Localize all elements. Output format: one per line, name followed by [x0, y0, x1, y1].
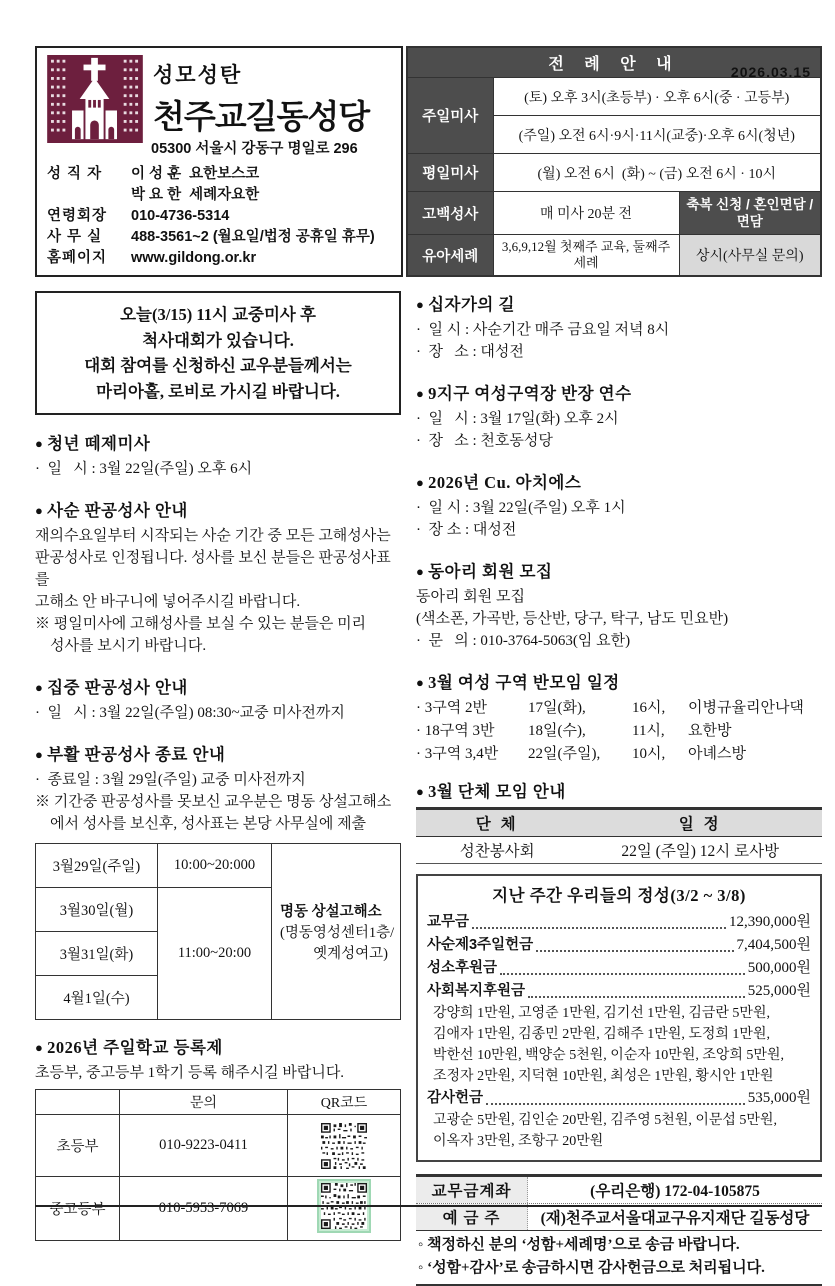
conf-time: 11:00~20:00 — [158, 888, 272, 1020]
church-address: 05300 서울시 강동구 명일로 296 — [151, 141, 358, 157]
section-women-meeting — [416, 669, 822, 766]
right-column — [416, 291, 822, 1286]
section-title: ● 부활 판공성사 종료 안내 — [35, 741, 401, 765]
section-lent-confession — [35, 497, 401, 657]
dotted-leader — [536, 950, 733, 952]
donation-label: 사회복지후원금 — [427, 983, 526, 999]
donor-line: 강양희 1만원, 고영준 1만원, 김기선 1만원, 김금란 5만원, — [433, 1006, 770, 1021]
announcement-line: 척사대회가 있습니다. — [142, 330, 294, 350]
contact-label — [47, 185, 131, 206]
account-info — [416, 1174, 822, 1286]
section-intensive-confession — [35, 674, 401, 724]
section-way-of-cross — [416, 291, 822, 363]
conf-place-detail: 옛계성여고) — [313, 946, 388, 963]
liturgy-table — [406, 46, 822, 277]
detail-line: · 문 의 : 010-3764-5063(임 요한) — [416, 633, 631, 649]
meeting-row — [416, 697, 822, 720]
conf-place — [272, 844, 401, 1020]
liturgy-cell: (월) 오전 6시 (화) ~ (금) 오전 6시 · 10시 — [493, 154, 821, 192]
donor-line: 이옥자 3만원, 조항구 20만원 — [433, 1134, 604, 1149]
meeting-place: 이병규율리안나댁 — [688, 700, 804, 716]
myeongdong-confession-table — [35, 843, 401, 1020]
qr-code-elementary — [321, 1123, 367, 1169]
section-title: ● 3월 단체 모임 안내 — [416, 778, 822, 802]
school-name: 중고등부 — [36, 1177, 120, 1241]
church-subtitle: 성모성탄 — [153, 64, 243, 87]
left-column — [35, 291, 401, 1286]
contact-value: 박 요 한 세례자요한 — [131, 187, 260, 203]
detail-line: · 일 시 : 3월 17일(화) 오후 2시 — [416, 411, 619, 427]
donation-label: 교무금 — [427, 914, 470, 930]
section-title: ● 집중 판공성사 안내 — [35, 674, 401, 698]
section-club-recruit — [416, 558, 822, 652]
donation-entry — [427, 957, 811, 980]
contact-value: 488-3561~2 (월요일/법정 공휴일 휴무) — [131, 229, 375, 245]
group-col-header: 일 정 — [578, 809, 822, 837]
contact-value: 이 성 훈 요한보스코 — [131, 166, 260, 182]
conf-date: 3월30일(월) — [36, 888, 158, 932]
note-line: 에서 성사를 보신후, 성사표는 본당 사무실에 제출 — [35, 816, 367, 833]
donor-line: 박한선 10만원, 백양순 5천원, 이순자 10만원, 조앙희 5만원, — [433, 1048, 784, 1063]
group-col-header: 단 체 — [416, 809, 578, 837]
school-header-empty — [36, 1090, 120, 1115]
school-header-contact: 문의 — [120, 1090, 288, 1115]
school-phone: 010-5953-7069 — [120, 1177, 288, 1241]
detail-line: · 일 시 : 3월 22일(주일) 오후 1시 — [416, 500, 626, 516]
liturgy-row-label: 유아세례 — [407, 235, 493, 276]
church-logo-icon — [47, 55, 143, 143]
liturgy-cell: 3,6,9,12월 첫째주 교육, 둘째주 세례 — [493, 235, 679, 276]
account-notes — [416, 1231, 822, 1286]
meeting-time: 16시, — [632, 700, 666, 716]
contact-row-priest2 — [47, 185, 391, 206]
section-group-meeting — [416, 778, 822, 864]
announcement-box — [35, 291, 401, 415]
contact-label: 사 무 실 — [47, 229, 103, 245]
header — [35, 46, 822, 277]
qr-cell — [288, 1115, 401, 1177]
meeting-date: 22일(주일), — [528, 746, 601, 762]
donor-line: 고광순 5만원, 김인순 20만원, 김주영 5천원, 이문섭 5만원, — [433, 1113, 777, 1128]
section-district-training — [416, 380, 822, 452]
donor-line: 김애자 1만원, 김종민 2만원, 김해주 1만원, 도정희 1만원, — [433, 1027, 770, 1042]
liturgy-cell: (토) 오후 3시(초등부) · 오후 6시(중 · 고등부) — [493, 78, 821, 116]
account-number: (우리은행) 172-04-105875 — [590, 1183, 760, 1200]
section-title: ● 청년 떼제미사 — [35, 430, 401, 454]
section-acies — [416, 469, 822, 541]
dotted-leader — [472, 927, 726, 929]
contact-row-priest — [47, 164, 391, 185]
account-label: 교무금계좌 — [416, 1177, 528, 1203]
donations-title: 지난 주간 우리들의 정성(3/2 ~ 3/8) — [492, 886, 746, 905]
donations-box — [416, 874, 822, 1162]
detail-line: · 일 시 : 3월 22일(주일) 오후 6시 — [35, 461, 253, 478]
liturgy-cell-shaded: 상시(사무실 문의) — [679, 235, 821, 276]
section-title: ● 2026년 주일학교 등록제 — [35, 1034, 401, 1058]
church-title: 천주교길동성당 — [153, 98, 370, 135]
donation-label: 성소후원금 — [427, 960, 498, 976]
conf-date: 3월29일(주일) — [36, 844, 158, 888]
contact-label: 성 직 자 — [47, 166, 103, 182]
meeting-row — [416, 743, 822, 766]
group-schedule: 22일 (주일) 12시 로사방 — [578, 837, 822, 864]
body-line: 재의수요일부터 시작되는 사순 기간 중 모든 고해성사는 — [35, 528, 391, 545]
liturgy-row-label: 주일미사 — [407, 78, 493, 154]
note-line: ※ 평일미사에 고해성사를 보실 수 있는 분들은 미리 — [35, 616, 367, 633]
liturgy-cell-highlight: 축복 신청 / 혼인면담 / 면담 — [679, 191, 821, 234]
body-line: 초등부, 중고등부 1학기 등록 해주시길 바랍니다. — [35, 1065, 345, 1082]
detail-line: · 일 시 : 3월 22일(주일) 08:30~교중 미사전까지 — [35, 705, 345, 722]
dotted-leader — [486, 1103, 745, 1105]
detail-line: · 장 소 : 대성전 — [416, 344, 524, 360]
donation-amount: 12,390,000원 — [729, 914, 811, 930]
contact-row-homepage — [47, 248, 391, 269]
meeting-group: · 3구역 3,4반 — [416, 746, 499, 762]
announcement-line: 오늘(3/15) 11시 교중미사 후 — [120, 305, 316, 324]
donation-label: 사순제3주일헌금 — [427, 937, 534, 953]
note-line: 성사를 보시기 바랍니다. — [35, 638, 207, 655]
dotted-leader — [500, 973, 745, 975]
meeting-date: 18일(수), — [528, 723, 586, 739]
donation-amount: 525,000원 — [747, 983, 811, 999]
section-title: ● 사순 판공성사 안내 — [35, 497, 401, 521]
section-title: ● 2026년 Cu. 아치에스 — [416, 469, 822, 493]
homepage-url: www.gildong.or.kr — [131, 250, 257, 266]
sunday-school-table — [35, 1089, 401, 1241]
footer-divider — [35, 1205, 822, 1207]
meeting-time: 10시, — [632, 746, 666, 762]
page-date: 2026.03.15 — [730, 64, 811, 80]
liturgy-cell: 매 미사 20분 전 — [493, 191, 679, 234]
conf-time: 10:00~20:000 — [158, 844, 272, 888]
conf-date: 4월1일(수) — [36, 976, 158, 1020]
donation-amount: 500,000원 — [747, 960, 811, 976]
account-row — [416, 1204, 822, 1231]
note-line: ※ 기간중 판공성사를 못보신 교우분은 명동 상설고해소 — [35, 794, 392, 811]
meeting-group: · 3구역 2반 — [416, 700, 487, 716]
donation-entry — [427, 980, 811, 1003]
donor-line: 조정자 2만원, 지덕현 10만원, 최성은 1만원, 황시안 1만원 — [433, 1069, 774, 1084]
conf-place-name: 명동 상설고해소 — [280, 904, 382, 921]
section-title: ● 동아리 회원 모집 — [416, 558, 822, 582]
contact-label: 연령회장 — [47, 208, 108, 224]
contact-label: 홈페이지 — [47, 250, 108, 266]
account-holder: (재)천주교서울대교구유지재단 길동성당 — [540, 1210, 810, 1227]
school-phone: 010-9223-0411 — [120, 1115, 288, 1177]
donation-amount: 535,000원 — [747, 1090, 811, 1106]
meeting-group: · 18구역 3반 — [416, 723, 495, 739]
section-sunday-school — [35, 1034, 401, 1241]
announcement-line: 마리아홀, 로비로 가시길 바랍니다. — [96, 381, 340, 401]
conf-date: 3월31일(화) — [36, 932, 158, 976]
announcement-line: 대회 참여를 신청하신 교우분들께서는 — [84, 356, 352, 376]
liturgy-row-label: 고백성사 — [407, 191, 493, 234]
body-line: 고해소 안 바구니에 넣어주시길 바랍니다. — [35, 594, 301, 611]
detail-line: · 일 시 : 사순기간 매주 금요일 저녁 8시 — [416, 322, 670, 338]
group-meeting-table — [416, 807, 822, 864]
body-line: (색소폰, 가곡반, 등산반, 당구, 탁구, 남도 민요반) — [416, 611, 729, 627]
donation-label: 감사헌금 — [427, 1090, 484, 1106]
meeting-row — [416, 720, 822, 743]
school-name: 초등부 — [36, 1115, 120, 1177]
contact-row-chair — [47, 206, 391, 227]
detail-line: · 장 소 : 천호동성당 — [416, 433, 553, 449]
body-line: 판공성사로 인정됩니다. 성사를 보신 분들은 판공성사표를 — [35, 550, 391, 589]
main-content — [35, 291, 822, 1286]
meeting-place: 요한방 — [688, 723, 732, 739]
church-identity-box — [35, 46, 403, 277]
account-note-line: ◦ 책정하신 분의 ‘성함+세례명’으로 송금 바랍니다. — [418, 1237, 740, 1253]
liturgy-row-label: 평일미사 — [407, 154, 493, 192]
donation-entry — [427, 911, 811, 934]
donation-entry — [427, 934, 811, 957]
liturgy-title: 전 례 안 내 — [407, 47, 821, 78]
body-line: 동아리 회원 모집 — [416, 589, 525, 605]
meeting-place: 아녜스방 — [688, 746, 746, 762]
section-title: ● 3월 여성 구역 반모임 일정 — [416, 669, 822, 693]
conf-place-detail: (명동영성센터1층/ — [280, 925, 395, 942]
account-row — [416, 1177, 822, 1204]
liturgy-cell: (주일) 오전 6시·9시·11시(교중)·오후 6시(청년) — [493, 116, 821, 154]
dotted-leader — [528, 996, 745, 998]
qr-cell — [288, 1177, 401, 1241]
school-header-qr: QR코드 — [288, 1090, 401, 1115]
group-name: 성찬봉사회 — [416, 837, 578, 864]
detail-line: · 종료일 : 3월 29일(주일) 교중 미사전까지 — [35, 772, 306, 789]
account-label: 예 금 주 — [416, 1204, 528, 1230]
section-title: ● 9지구 여성구역장 반장 연수 — [416, 380, 822, 404]
account-note-line: ◦ ‘성함+감사’로 송금하시면 감사헌금으로 처리됩니다. — [418, 1260, 765, 1276]
donation-entry — [427, 1087, 811, 1110]
section-taize — [35, 430, 401, 480]
bulletin-page — [0, 46, 835, 1286]
donation-amount: 7,404,500원 — [736, 937, 811, 953]
contact-row-office — [47, 227, 391, 248]
meeting-time: 11시, — [632, 723, 665, 739]
section-easter-confession — [35, 741, 401, 835]
contact-value: 010-4736-5314 — [131, 208, 230, 224]
meeting-date: 17일(화), — [528, 700, 586, 716]
section-title: ● 십자가의 길 — [416, 291, 822, 315]
detail-line: · 장 소 : 대성전 — [416, 522, 517, 538]
